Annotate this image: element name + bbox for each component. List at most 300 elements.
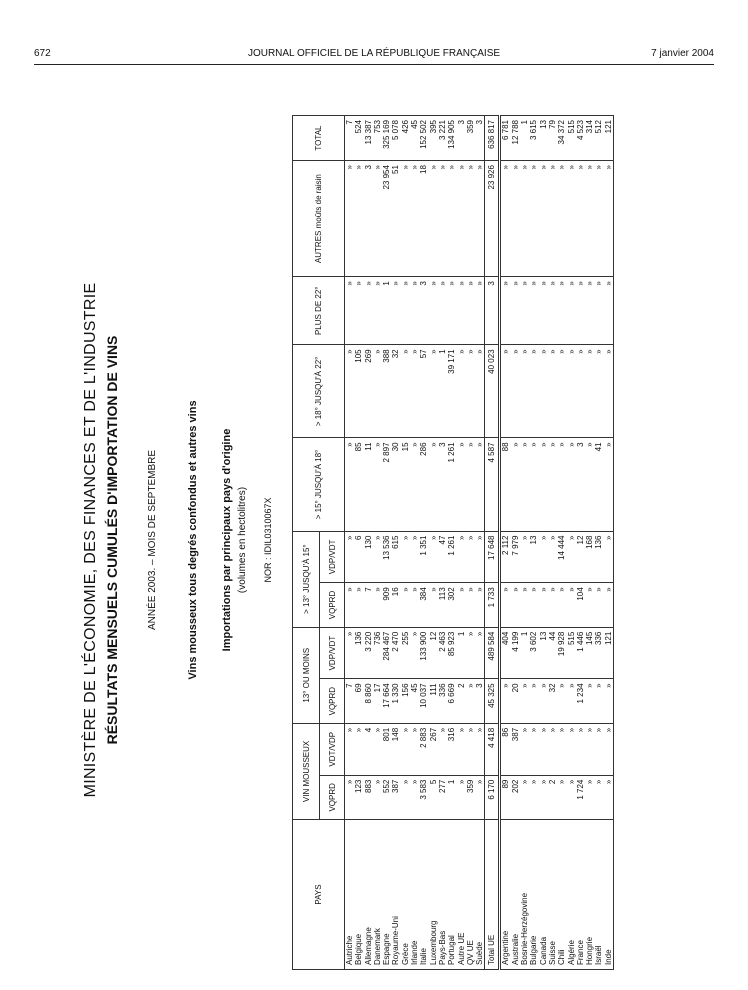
value-cell: » <box>466 627 475 679</box>
value-cell: 4 418 <box>485 723 500 775</box>
value-cell: 202 <box>511 775 520 819</box>
value-cell: » <box>520 775 529 819</box>
value-cell: » <box>604 583 614 627</box>
value-cell: » <box>520 583 529 627</box>
value-cell: » <box>447 161 456 277</box>
value-cell: » <box>373 161 382 277</box>
value-cell: 79 <box>548 116 557 161</box>
country-cell: Bosnie-Herzégovine <box>520 820 529 970</box>
value-cell: » <box>475 627 485 679</box>
value-cell: 4 587 <box>485 438 500 531</box>
value-cell: » <box>604 775 614 819</box>
value-cell: 168 <box>585 531 594 583</box>
value-cell: 12 788 <box>511 116 520 161</box>
value-cell: » <box>604 679 614 723</box>
value-cell: » <box>345 345 355 438</box>
value-cell: 801 <box>382 723 391 775</box>
value-cell: 152 502 <box>419 116 428 161</box>
table-row <box>475 116 485 970</box>
table-row <box>466 116 475 970</box>
value-cell: » <box>520 277 529 345</box>
value-cell: 86 <box>500 723 511 775</box>
imports-table <box>292 115 614 970</box>
sub-b-vqprd: VQPRD <box>320 583 345 627</box>
country-cell: Irlande <box>410 820 419 970</box>
value-cell: » <box>466 161 475 277</box>
value-cell: » <box>567 161 576 277</box>
group-autres: AUTRES moûts de raisin <box>293 161 345 277</box>
value-cell: 7 979 <box>511 531 520 583</box>
table-row <box>567 116 576 970</box>
value-cell: 336 <box>594 627 603 679</box>
value-cell: 3 <box>576 438 585 531</box>
header-rule <box>34 64 714 65</box>
value-cell: » <box>567 277 576 345</box>
value-cell: 512 <box>594 116 603 161</box>
value-cell: 515 <box>567 627 576 679</box>
value-cell: 34 372 <box>557 116 566 161</box>
country-cell: Hongrie <box>585 820 594 970</box>
value-cell: 7 <box>345 679 355 723</box>
value-cell: » <box>548 583 557 627</box>
value-cell: 20 <box>511 679 520 723</box>
value-cell: 1 351 <box>419 531 428 583</box>
table-row <box>438 116 447 970</box>
country-cell: Allemagne <box>364 820 373 970</box>
value-cell: » <box>345 161 355 277</box>
value-cell: 325 169 <box>382 116 391 161</box>
value-cell: » <box>410 723 419 775</box>
value-cell: » <box>585 277 594 345</box>
value-cell: » <box>548 531 557 583</box>
value-cell: 89 <box>500 775 511 819</box>
country-cell: Suède <box>475 820 485 970</box>
table-row <box>364 116 373 970</box>
table-row <box>419 116 428 970</box>
value-cell: 387 <box>511 723 520 775</box>
value-cell: » <box>410 583 419 627</box>
country-cell: Bulgarie <box>529 820 538 970</box>
value-cell: » <box>410 277 419 345</box>
value-cell: 32 <box>391 345 400 438</box>
value-cell: 1 234 <box>576 679 585 723</box>
value-cell: 51 <box>391 161 400 277</box>
value-cell: 10 037 <box>419 679 428 723</box>
sub-a-vdt: VDP/VDT <box>320 627 345 679</box>
value-cell: 44 <box>548 627 557 679</box>
value-cell: » <box>466 679 475 723</box>
value-cell: 6 781 <box>500 116 511 161</box>
value-cell: » <box>345 531 355 583</box>
value-cell: » <box>594 583 603 627</box>
value-cell: 1 261 <box>447 531 456 583</box>
value-cell: » <box>429 345 438 438</box>
value-cell: 3 <box>419 277 428 345</box>
table-row <box>604 116 614 970</box>
rotated-page-content <box>30 100 730 980</box>
value-cell: 7 <box>364 583 373 627</box>
value-cell: » <box>594 775 603 819</box>
value-cell: 426 <box>401 116 410 161</box>
value-cell: » <box>373 775 382 819</box>
journal-title: JOURNAL OFFICIEL DE LA RÉPUBLIQUE FRANÇAISE <box>247 48 501 59</box>
value-cell: 6 669 <box>447 679 456 723</box>
value-cell: » <box>429 161 438 277</box>
country-cell: Espagne <box>382 820 391 970</box>
ministry-title: MINISTÈRE DE L'ÉCONOMIE, DES FINANCES ET DE L'INDUSTRIE <box>82 282 99 798</box>
value-cell: » <box>373 345 382 438</box>
value-cell: » <box>520 679 529 723</box>
value-cell: » <box>466 277 475 345</box>
value-cell: 909 <box>382 583 391 627</box>
country-cell: Belgique <box>354 820 363 970</box>
table-row <box>391 116 400 970</box>
value-cell: 13 <box>539 116 548 161</box>
value-cell: » <box>548 345 557 438</box>
value-cell: 45 <box>410 679 419 723</box>
value-cell: » <box>520 531 529 583</box>
value-cell: 39 171 <box>447 345 456 438</box>
table-row <box>457 116 466 970</box>
value-cell: 5 <box>429 775 438 819</box>
country-cell: Canada <box>539 820 548 970</box>
value-cell: » <box>529 345 538 438</box>
value-cell: » <box>466 438 475 531</box>
value-cell: » <box>548 723 557 775</box>
value-cell: » <box>557 679 566 723</box>
table-row <box>585 116 594 970</box>
value-cell: 23 926 <box>485 161 500 277</box>
value-cell: » <box>585 723 594 775</box>
value-cell: » <box>594 277 603 345</box>
value-cell: » <box>520 723 529 775</box>
value-cell: » <box>466 723 475 775</box>
value-cell: » <box>401 345 410 438</box>
title-block <box>80 100 276 980</box>
country-cell: Algérie <box>567 820 576 970</box>
value-cell: » <box>373 583 382 627</box>
value-cell: 40 023 <box>485 345 500 438</box>
value-cell: 316 <box>447 723 456 775</box>
page-number: 672 <box>34 48 51 59</box>
value-cell: 104 <box>576 583 585 627</box>
value-cell: 1 261 <box>447 438 456 531</box>
value-cell: » <box>511 161 520 277</box>
value-cell: 384 <box>419 583 428 627</box>
value-cell: 136 <box>594 531 603 583</box>
value-cell: 130 <box>364 531 373 583</box>
value-cell: » <box>438 161 447 277</box>
value-cell: » <box>457 583 466 627</box>
value-cell: 3 221 <box>438 116 447 161</box>
value-cell: 615 <box>391 531 400 583</box>
table-row <box>520 116 529 970</box>
value-cell: » <box>345 627 355 679</box>
value-cell: » <box>457 345 466 438</box>
value-cell: 314 <box>585 116 594 161</box>
country-cell: Argentine <box>500 820 511 970</box>
table-title: Importations par principaux pays d'origine <box>221 428 233 652</box>
value-cell: 13 <box>539 627 548 679</box>
value-cell: » <box>475 161 485 277</box>
value-cell: » <box>500 345 511 438</box>
value-cell: 3 220 <box>364 627 373 679</box>
value-cell: 3 583 <box>419 775 428 819</box>
value-cell: 11 <box>364 438 373 531</box>
value-cell: 388 <box>382 345 391 438</box>
value-cell: 32 <box>548 679 557 723</box>
value-cell: 395 <box>429 116 438 161</box>
value-cell: 1 <box>520 627 529 679</box>
value-cell: » <box>557 277 566 345</box>
total-row <box>485 116 500 970</box>
value-cell: 3 615 <box>529 116 538 161</box>
sub-m-vdt: VDT/VDP <box>320 723 345 775</box>
value-cell: » <box>576 277 585 345</box>
value-cell: 13 <box>529 531 538 583</box>
value-cell: » <box>585 583 594 627</box>
value-cell: » <box>475 531 485 583</box>
value-cell: 121 <box>604 116 614 161</box>
value-cell: » <box>438 277 447 345</box>
value-cell: 15 <box>401 438 410 531</box>
value-cell: 85 <box>354 438 363 531</box>
value-cell: 3 <box>475 116 485 161</box>
table-row <box>548 116 557 970</box>
value-cell: » <box>475 345 485 438</box>
col-pays: PAYS <box>293 820 345 970</box>
value-cell: » <box>401 775 410 819</box>
value-cell: 4 523 <box>576 116 585 161</box>
value-cell: » <box>354 161 363 277</box>
value-cell: » <box>529 583 538 627</box>
country-cell: Royaume-Uni <box>391 820 400 970</box>
value-cell: » <box>429 438 438 531</box>
value-cell: 404 <box>500 627 511 679</box>
value-cell: 524 <box>354 116 363 161</box>
value-cell: 3 <box>438 438 447 531</box>
value-cell: 148 <box>391 723 400 775</box>
value-cell: » <box>401 277 410 345</box>
value-cell: » <box>511 277 520 345</box>
value-cell: 23 954 <box>382 161 391 277</box>
table-row <box>447 116 456 970</box>
value-cell: » <box>511 583 520 627</box>
sub-a-vqprd: VQPRD <box>320 679 345 723</box>
value-cell: » <box>373 277 382 345</box>
table-row <box>594 116 603 970</box>
value-cell: 284 467 <box>382 627 391 679</box>
value-cell: » <box>475 583 485 627</box>
issue-date: 7 janvier 2004 <box>651 48 714 59</box>
value-cell: 1 724 <box>576 775 585 819</box>
value-cell: » <box>539 345 548 438</box>
subject-line: Vins mousseux tous degrés confondus et autres vins <box>187 400 199 680</box>
value-cell: » <box>466 345 475 438</box>
value-cell: » <box>354 583 363 627</box>
country-cell: Pays-Bas <box>438 820 447 970</box>
value-cell: 113 <box>438 583 447 627</box>
value-cell: 13 536 <box>382 531 391 583</box>
value-cell: 6 170 <box>485 775 500 819</box>
value-cell: » <box>373 531 382 583</box>
table-row <box>576 116 585 970</box>
value-cell: 1 330 <box>391 679 400 723</box>
value-cell: 13 387 <box>364 116 373 161</box>
value-cell: » <box>500 161 511 277</box>
country-cell: Suisse <box>548 820 557 970</box>
value-cell: » <box>529 161 538 277</box>
value-cell: » <box>557 345 566 438</box>
value-cell: » <box>557 583 566 627</box>
value-cell: 277 <box>438 775 447 819</box>
value-cell: 2 883 <box>419 723 428 775</box>
value-cell: » <box>345 583 355 627</box>
units-line: (volumes en hectolitres) <box>237 486 248 594</box>
value-cell: 19 928 <box>557 627 566 679</box>
value-cell: 145 <box>585 627 594 679</box>
table-row <box>382 116 391 970</box>
value-cell: 3 <box>485 277 500 345</box>
value-cell: » <box>594 345 603 438</box>
value-cell: 8 860 <box>364 679 373 723</box>
value-cell: 1 446 <box>576 627 585 679</box>
table-row <box>345 116 355 970</box>
value-cell: » <box>373 723 382 775</box>
value-cell: 14 444 <box>557 531 566 583</box>
value-cell: » <box>539 723 548 775</box>
value-cell: » <box>373 438 382 531</box>
value-cell: 1 <box>447 775 456 819</box>
value-cell: » <box>457 531 466 583</box>
value-cell: » <box>585 775 594 819</box>
value-cell: » <box>391 277 400 345</box>
value-cell: » <box>529 438 538 531</box>
value-cell: 515 <box>567 116 576 161</box>
value-cell: 286 <box>419 438 428 531</box>
value-cell: » <box>429 583 438 627</box>
value-cell: » <box>576 161 585 277</box>
value-cell: » <box>529 277 538 345</box>
value-cell: 4 <box>364 723 373 775</box>
group-13-ou-moins: 13° OU MOINS <box>293 627 320 723</box>
value-cell: 2 897 <box>382 438 391 531</box>
value-cell: » <box>585 345 594 438</box>
value-cell: 105 <box>354 345 363 438</box>
group-13-15: > 13° JUSQU'À 15° <box>293 531 320 627</box>
value-cell: » <box>594 161 603 277</box>
value-cell: 2 <box>548 775 557 819</box>
value-cell: » <box>604 277 614 345</box>
value-cell: » <box>567 438 576 531</box>
value-cell: 121 <box>604 627 614 679</box>
table-body-other <box>500 116 614 970</box>
value-cell: » <box>567 345 576 438</box>
group-18-22: > 18° JUSQU'À 22° <box>293 345 345 438</box>
value-cell: 336 <box>438 679 447 723</box>
value-cell: 1 <box>438 345 447 438</box>
page-header <box>34 48 714 62</box>
value-cell: 30 <box>391 438 400 531</box>
value-cell: » <box>557 775 566 819</box>
value-cell: 736 <box>373 627 382 679</box>
table-row <box>354 116 363 970</box>
group-15-18: > 15° JUSQU'À 18° <box>293 438 345 531</box>
value-cell: 134 905 <box>447 116 456 161</box>
sub-m-vqprd: VQPRD <box>320 775 345 819</box>
value-cell: » <box>410 627 419 679</box>
value-cell: » <box>345 438 355 531</box>
nor-reference: NOR : IDIL0310067X <box>263 497 273 583</box>
value-cell: » <box>500 679 511 723</box>
value-cell: » <box>429 531 438 583</box>
value-cell: 3 <box>475 679 485 723</box>
sub-b-vdt: VDP/VDT <box>320 531 345 583</box>
value-cell: 2 <box>457 679 466 723</box>
value-cell: 45 <box>410 116 419 161</box>
table-row <box>373 116 382 970</box>
value-cell: » <box>475 438 485 531</box>
value-cell: » <box>457 277 466 345</box>
value-cell: 17 648 <box>485 531 500 583</box>
value-cell: » <box>475 723 485 775</box>
value-cell: 6 <box>354 531 363 583</box>
value-cell: » <box>557 723 566 775</box>
country-cell: Grèce <box>401 820 410 970</box>
value-cell: 12 <box>429 627 438 679</box>
value-cell: » <box>457 438 466 531</box>
value-cell: » <box>500 277 511 345</box>
value-cell: » <box>447 277 456 345</box>
group-plus-22: PLUS DE 22° <box>293 277 345 345</box>
value-cell: » <box>539 531 548 583</box>
group-total: TOTAL <box>293 116 345 161</box>
country-cell: Autre UE <box>457 820 466 970</box>
value-cell: 387 <box>391 775 400 819</box>
value-cell: 753 <box>373 116 382 161</box>
country-cell: France <box>576 820 585 970</box>
country-cell: Total UE <box>485 820 500 970</box>
value-cell: 552 <box>382 775 391 819</box>
country-cell: Inde <box>604 820 614 970</box>
value-cell: » <box>539 438 548 531</box>
value-cell: » <box>500 583 511 627</box>
table-row <box>410 116 419 970</box>
value-cell: » <box>410 531 419 583</box>
value-cell: » <box>457 161 466 277</box>
value-cell: » <box>567 679 576 723</box>
value-cell: » <box>520 345 529 438</box>
value-cell: » <box>567 531 576 583</box>
value-cell: » <box>557 438 566 531</box>
value-cell: » <box>539 161 548 277</box>
value-cell: » <box>539 583 548 627</box>
value-cell: » <box>539 277 548 345</box>
value-cell: 359 <box>466 116 475 161</box>
value-cell: 123 <box>354 775 363 819</box>
value-cell: 45 325 <box>485 679 500 723</box>
main-title: RÉSULTATS MENSUELS CUMULÉS D'IMPORTATION DE VINS <box>104 335 120 745</box>
country-cell: Luxembourg <box>429 820 438 970</box>
value-cell: 111 <box>429 679 438 723</box>
value-cell: 2 470 <box>391 627 400 679</box>
value-cell: » <box>466 583 475 627</box>
value-cell: 88 <box>500 438 511 531</box>
table-row <box>429 116 438 970</box>
value-cell: » <box>548 277 557 345</box>
value-cell: 41 <box>594 438 603 531</box>
value-cell: 883 <box>364 775 373 819</box>
